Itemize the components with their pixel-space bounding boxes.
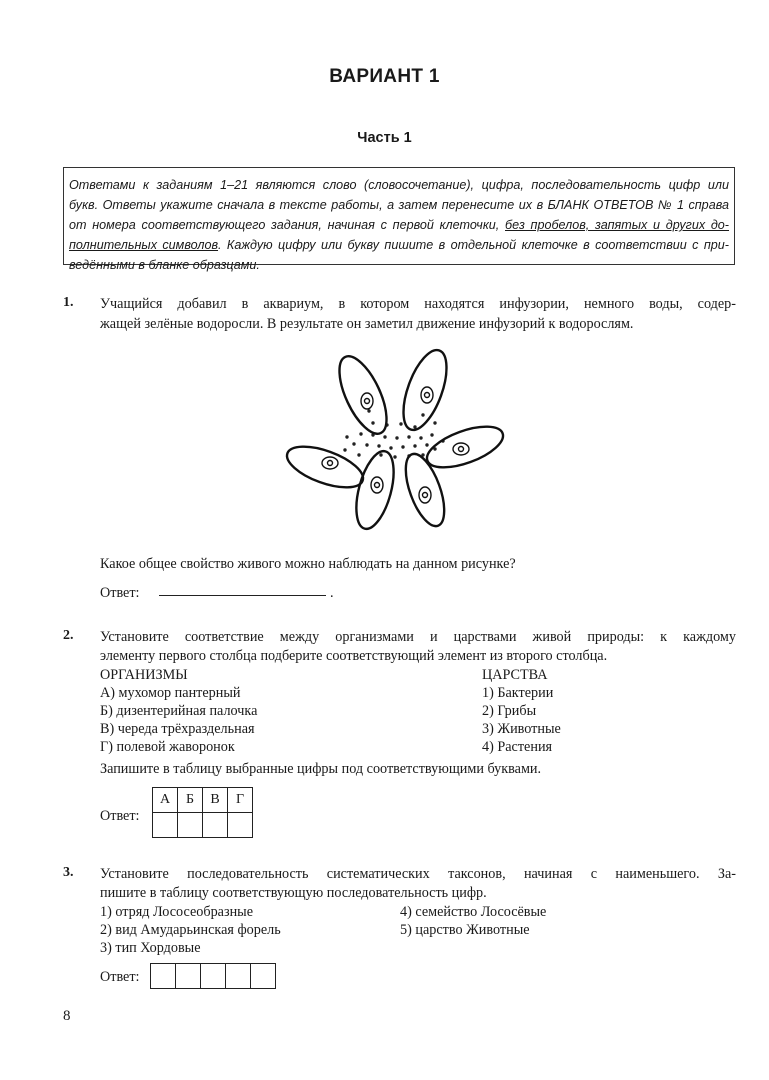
taxon-item: 3) тип Хордовые xyxy=(100,940,201,956)
organism-item: А) мухомор пантерный xyxy=(100,685,241,701)
kingdom-item: 1) Бактерии xyxy=(482,685,554,701)
instructions-line xyxy=(69,235,729,255)
instructions-line: Ответами к заданиям 1–21 являются слово (словосочетание), цифра, последовательность цифр или xyxy=(69,178,729,192)
q2-instruction: Запишите в таблицу выбранные цифры под соответствующими буквами. xyxy=(100,761,542,777)
q2-answer-cell[interactable] xyxy=(228,813,253,838)
q1-text: Учащийся добавил в аквариум, в котором находятся инфузории, немного воды, содер- xyxy=(100,296,736,312)
instructions-underlined: без пробелов, запятых и других до- xyxy=(505,218,730,232)
organisms-header: ОРГАНИЗМЫ xyxy=(100,667,188,683)
q3-answer-cell[interactable] xyxy=(151,964,176,989)
q3-number: 3. xyxy=(63,865,74,880)
q3-answer-cell[interactable] xyxy=(251,964,276,989)
q2-letter-cell: А xyxy=(153,788,178,813)
taxon-item: 5) царство Животные xyxy=(400,922,530,938)
q2-answer-cell[interactable] xyxy=(203,813,228,838)
q3-text: Установите последовательность систематических таксонов, начиная с наименьшего. За- xyxy=(100,866,736,882)
q2-text: Установите соответствие между организмами и царствами живой природы: к каждому xyxy=(100,629,736,645)
q2-answer-cell[interactable] xyxy=(153,813,178,838)
organism-item: Г) полевой жаворонок xyxy=(100,739,235,755)
organism-item: Б) дизентерийная палочка xyxy=(100,703,258,719)
q2-answer-cell[interactable] xyxy=(178,813,203,838)
part-title: Часть 1 xyxy=(357,130,412,146)
q1-question: Какое общее свойство живого можно наблюдать на данном рисунке? xyxy=(100,556,516,572)
q2-number: 2. xyxy=(63,628,74,643)
q3-answer-cell[interactable] xyxy=(201,964,226,989)
instructions-underlined: полнительных символов xyxy=(69,238,219,252)
kingdoms-header: ЦАРСТВА xyxy=(482,667,548,683)
q3-answer-cell[interactable] xyxy=(226,964,251,989)
taxon-item: 2) вид Амударьинская форель xyxy=(100,922,281,938)
organism-item: В) череда трёхраздельная xyxy=(100,721,255,737)
taxon-item: 4) семейство Лососёвые xyxy=(400,904,547,920)
q3-answer-table xyxy=(150,963,276,989)
q1-number: 1. xyxy=(63,295,74,310)
taxon-item: 1) отряд Лососеобразные xyxy=(100,904,253,920)
q1-answer-end: . xyxy=(330,585,334,601)
page-number: 8 xyxy=(63,1008,71,1024)
q3-text: пишите в таблицу соответствующую последовательность цифр. xyxy=(100,885,487,901)
instructions-line: букв. Ответы укажите сначала в тексте работы, а затем перенесите их в БЛАНК ОТВЕТОВ № 1 справа xyxy=(69,198,729,212)
variant-title: ВАРИАНТ 1 xyxy=(329,66,440,87)
kingdom-item: 3) Животные xyxy=(482,721,561,737)
q1-text: жащей зелёные водоросли. В результате он заметил движение инфузорий к водорослям. xyxy=(100,316,634,332)
q2-answer-label: Ответ: xyxy=(100,808,140,824)
q2-letter-cell: В xyxy=(203,788,228,813)
kingdom-item: 4) Растения xyxy=(482,739,553,755)
q2-answer-table xyxy=(152,787,253,838)
ciliates-illustration xyxy=(275,345,505,535)
instructions-line: ведёнными в бланке образцами. xyxy=(69,258,260,272)
q3-answer-cell[interactable] xyxy=(176,964,201,989)
q2-text: элементу первого столбца подберите соответствующий элемент из второго столбца. xyxy=(100,648,608,664)
kingdom-item: 2) Грибы xyxy=(482,703,537,719)
instructions-line xyxy=(69,215,729,235)
q2-letter-cell: Б xyxy=(178,788,203,813)
q1-answer-field[interactable] xyxy=(159,595,326,596)
instructions-text: от номера соответствующего задания, начиная с первой клеточки, xyxy=(69,218,505,232)
q3-answer-label: Ответ: xyxy=(100,969,140,985)
instructions-text: . Каждую цифру или букву пишите в отдельной клеточке в соответствии с при- xyxy=(218,238,729,252)
instructions-box xyxy=(63,167,735,272)
q2-letter-cell: Г xyxy=(228,788,253,813)
q1-answer-label: Ответ: xyxy=(100,585,140,601)
